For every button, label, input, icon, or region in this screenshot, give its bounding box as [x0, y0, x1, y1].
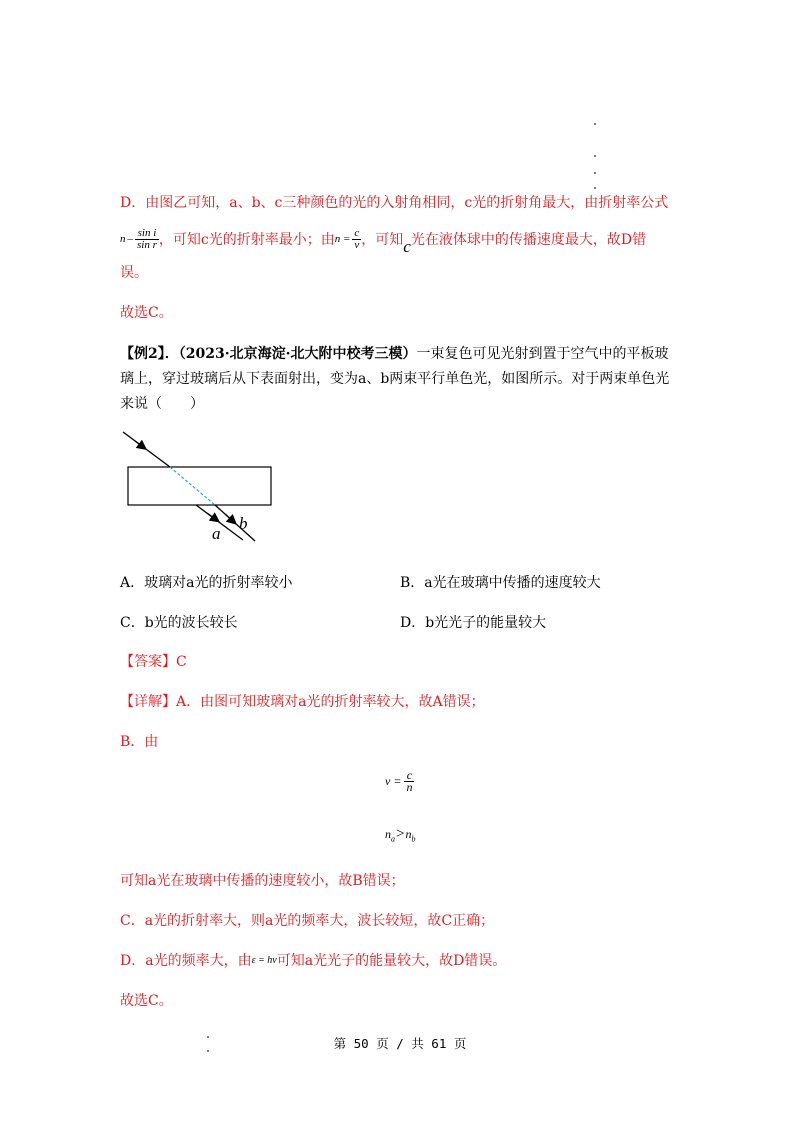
- eq2-left-sub: a: [391, 834, 395, 844]
- prev-d-line3: 误。: [120, 265, 148, 281]
- solution-select: 故选C。: [120, 993, 173, 1009]
- example2-line1: [120, 343, 668, 363]
- eq2-left: n: [385, 827, 391, 841]
- incident-arrow: [135, 441, 145, 449]
- equation-v: [385, 770, 414, 793]
- formula-v-fraction: [352, 228, 361, 251]
- prev-d-mid: ，可知c光的折射率最小；由: [158, 232, 335, 248]
- detail-d-a: D．a光的频率大，由: [120, 953, 252, 969]
- example2-stem-line2: 璃上，穿过玻璃后从下表面射出，变为a、b两束平行单色光，如图所示。对于两束单色光: [120, 371, 670, 387]
- option-c[interactable]: C．b光的波长较长: [120, 615, 238, 631]
- option-a[interactable]: A．玻璃对a光的折射率较小: [120, 575, 293, 591]
- answer-line: 【答案】C: [120, 654, 187, 670]
- incident-ray: [123, 432, 170, 467]
- option-d[interactable]: D．b光光子的能量较大: [400, 615, 547, 631]
- decorative-dot: [594, 172, 596, 174]
- prev-select: 故选C。: [120, 305, 173, 321]
- decorative-dot: [594, 187, 596, 189]
- refracted-path: [170, 467, 215, 505]
- prev-d-c-symbol: c: [403, 237, 411, 256]
- ray-a-arrow: [207, 513, 218, 521]
- formula-n-dash: –: [127, 233, 133, 245]
- eq2-right-sub: b: [411, 834, 416, 844]
- detail-b-conclusion: 可知a光在玻璃中传播的速度较小，故B错误；: [120, 873, 405, 889]
- detail-b-intro: B．由: [120, 734, 159, 750]
- prev-d-line2: [120, 222, 646, 256]
- prev-d-line1: D．由图乙可知，a、b、c三种颜色的光的入射角相同，c光的折射角最大，由折射率公式: [120, 195, 669, 211]
- eq1-den: n: [406, 780, 413, 794]
- decorative-dot: [594, 123, 596, 125]
- formula-v-den: v: [354, 238, 360, 251]
- prev-d-end-a: ，可知: [361, 232, 404, 248]
- formula-n-num: sin i: [135, 228, 159, 240]
- detail-d-eq: ε = hν: [251, 955, 277, 966]
- ray-b-arrow: [225, 514, 235, 523]
- detail-d-b: 可知a光光子的能量较大，故D错误。: [276, 953, 507, 969]
- detail-d: [120, 950, 506, 970]
- label-b: b: [239, 514, 248, 533]
- example2-tag: 【例2】．: [120, 346, 179, 362]
- page-footer: 第 50 页 / 共 61 页: [333, 1036, 467, 1051]
- eq1-fraction: [404, 770, 414, 793]
- example2-source: （2023·北京海淀·北大附中校考三模）: [178, 346, 417, 362]
- glass-slab: [128, 467, 271, 505]
- label-a: a: [212, 524, 221, 543]
- eq2-right: n: [405, 827, 412, 841]
- decorative-dot: [594, 155, 596, 157]
- eq1-lhs: v =: [385, 774, 402, 788]
- eq1-num: c: [404, 770, 414, 782]
- example2-stem-line3: 来说（ ）: [120, 396, 204, 412]
- detail-c: C．a光的折射率大，则a光的频率大，波长较短，故C正确；: [120, 913, 495, 929]
- formula-v-lhs: n =: [334, 233, 351, 245]
- formula-n-fraction: [135, 228, 159, 251]
- eq2-op: >: [396, 826, 405, 842]
- example2-stem-line1: 一束复色可见光射到置于空气中的平板玻: [416, 346, 669, 362]
- prev-d-end-b: 光在液体球中的传播速度最大，故D错: [410, 232, 647, 248]
- formula-n-lhs: n: [120, 233, 126, 245]
- refraction-figure: [115, 425, 285, 550]
- formula-v-num: c: [354, 226, 360, 239]
- detail-a: 【详解】A．由图可知玻璃对a光的折射率较大，故A错误；: [120, 694, 485, 710]
- option-b[interactable]: B．a光在玻璃中传播的速度较大: [400, 575, 601, 591]
- formula-n-den: sin r: [137, 238, 157, 251]
- inequality-n: [385, 826, 415, 843]
